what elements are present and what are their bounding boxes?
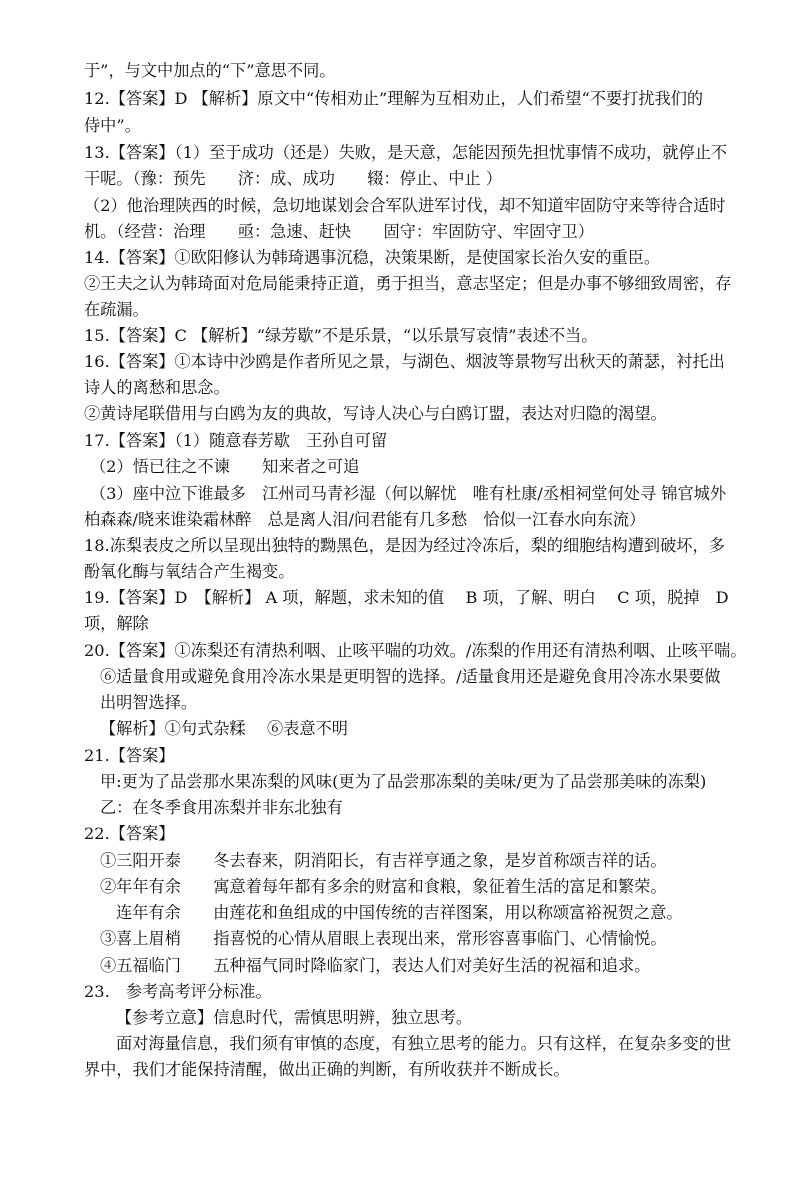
text-line: 【参考立意】信息时代，需慎思明辨，独立思考。 [116, 1008, 473, 1027]
text-line: ②黄诗尾联借用与白鸥为友的典故，写诗人决心与白鸥订盟，表达对归隐的渴望。 [84, 404, 667, 423]
answer-20: 20.【答案】①冻梨还有清热利咽、止咳平喘的功效。/冻梨的作用还有清热利咽、止咳平喘。 [84, 641, 747, 660]
answer-21: 21.【答案】 [84, 746, 175, 765]
text-line: 侍中”。 [84, 116, 141, 135]
text-line: 【解析】①句式杂糅 ⑥表意不明 [100, 719, 348, 738]
text-line: 界中，我们才能保持清醒，做出正确的判断，有所收获并不断成长。 [84, 1060, 570, 1079]
text-line: （2）他治理陕西的时候，急切地谋划会合军队进军讨伐，却不知道牢固防守来等待合适时 [84, 196, 726, 215]
answer-13: 13.【答案】（1）至于成功（还是）失败，是天意，怎能因预先担忧事情不成功，就停止不 [84, 143, 728, 162]
answer-23: 23. 参考高考评分标准。 [84, 982, 272, 1001]
text-line: ②王夫之认为韩琦面对危局能秉持正道，勇于担当，意志坚定；但是办事不够细致周密，存 [84, 274, 732, 293]
text-line: ④五福临门 五种福气同时降临家门，表达人们对美好生活的祝福和追求。 [100, 956, 651, 975]
text-line: 在疏漏。 [84, 300, 149, 319]
answer-18: 18.冻梨表皮之所以呈现出独特的黝黑色，是因为经过冷冻后，梨的细胞结构遭到破坏，多 [84, 536, 725, 555]
text-line: 项，解除 [84, 614, 149, 633]
text-line: 连年有余 由莲花和鱼组成的中国传统的吉祥图案，用以称颂富裕祝贺之意。 [116, 903, 683, 922]
text-line: （3）座中泣下谁最多 江州司马青衫湿（何以解忧 唯有杜康/丞相祠堂何处寻 锦官城外 [90, 484, 727, 503]
text-line: 出明智选择。 [100, 693, 198, 712]
answer-17: 17.【答案】（1）随意春芳歇 王孙自可留 [84, 431, 388, 450]
text-line: 柏森森/晓来谁染霜林醉 总是离人泪/问君能有几多愁 恰似一江春水向东流） [84, 510, 646, 529]
text-line: 机。（经营：治理 亟：急速、赶快 固守：牢固防守、牢固守卫） [84, 222, 594, 241]
answer-15: 15.【答案】C 【解析】“绿芳歇”不是乐景，“以乐景写哀情”表述不当。 [84, 326, 598, 345]
text-line: 酚氧化酶与氧结合产生褐变。 [84, 562, 295, 581]
text-line: ③喜上眉梢 指喜悦的心情从眉眼上表现出来，常形容喜事临门、心情愉悦。 [100, 929, 667, 948]
answer-19: 19.【答案】D 【解析】 A 项，解题，求未知的值 B 项，了解、明白 C 项，脱掉 D [84, 588, 729, 607]
text-line: ②年年有余 寓意着每年都有多余的财富和食粮，象征着生活的富足和繁荣。 [100, 877, 667, 896]
answer-12: 12.【答案】D 【解析】原文中“传相劝止”理解为互相劝止，人们希望“不要打扰我们的 [84, 89, 704, 108]
text-line: ⑥适量食用或避免食用冷冻水果是更明智的选择。/适量食用还是避免食用冷冻水果要做 [100, 667, 721, 686]
answer-16: 16.【答案】①本诗中沙鸥是作者所见之景，与湖色、烟波等景物写出秋天的萧瑟，衬托出 [84, 352, 725, 371]
text-line: 面对海量信息，我们须有审慎的态度，有独立思考的能力。只有这样，在复杂多变的世 [116, 1034, 732, 1053]
answer-22: 22.【答案】 [84, 824, 175, 843]
answer-14: 14.【答案】①欧阳修认为韩琦遇事沉稳，决策果断，是使国家长治久安的重臣。 [84, 248, 661, 267]
text-line: 干呢。（豫：预先 济：成、成功 辍：停止、中止 ） [84, 169, 502, 188]
text-line: （2）悟已往之不谏 知来者之可追 [90, 457, 360, 476]
text-line: 甲:更为了品尝那水果冻梨的风味(更为了品尝那冻梨的美味/更为了品尝那美味的冻梨) [100, 772, 707, 791]
text-line: ①三阳开泰 冬去春来，阴消阳长，有吉祥亨通之象，是岁首称颂吉祥的话。 [100, 851, 667, 870]
text-line: 于”，与文中加点的“下”意思不同。 [84, 61, 336, 80]
text-line: 乙：在冬季食用冻梨并非东北独有 [100, 798, 343, 817]
text-line: 诗人的离愁和思念。 [84, 378, 230, 397]
